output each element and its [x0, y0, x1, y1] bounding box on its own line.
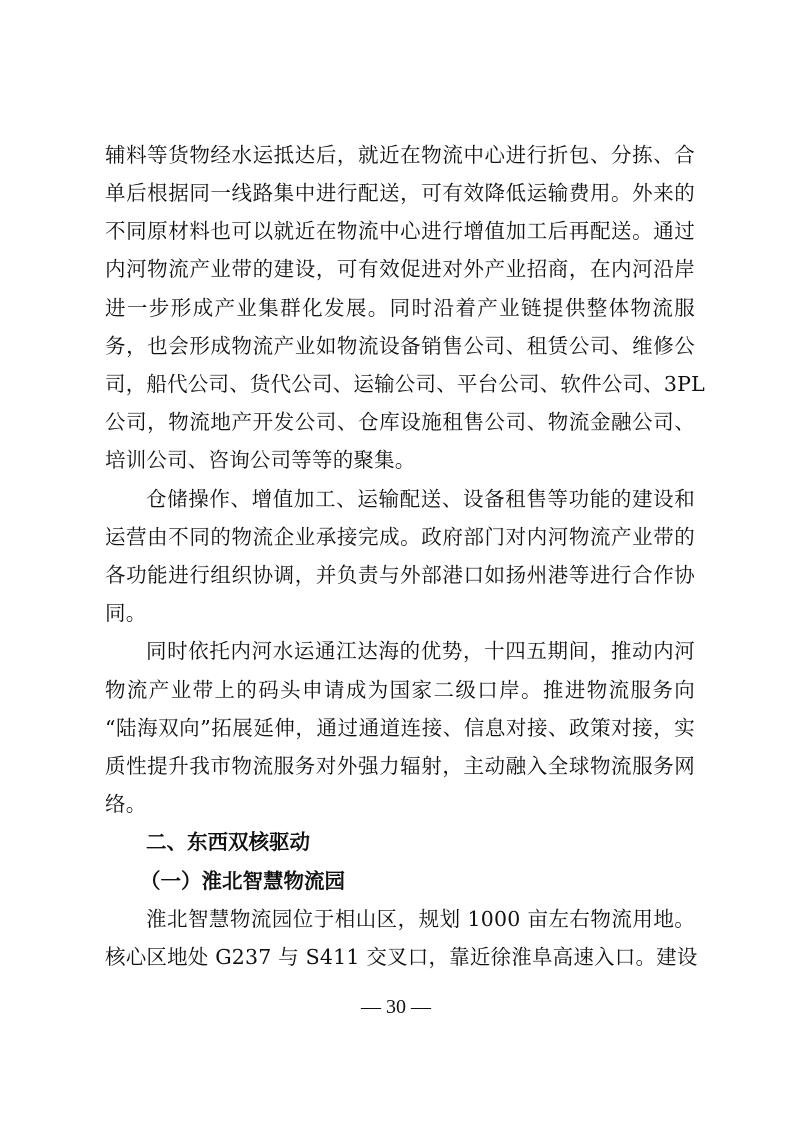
paragraph-line: 辅料等货物经水运抵达后，就近在物流中心进行折包、分拣、合 — [105, 143, 695, 167]
paragraph-line: 务，也会形成物流产业如物流设备销售公司、租赁公司、维修公 — [105, 334, 695, 358]
paragraph-line: 质性提升我市物流服务对外强力辐射，主动融入全球物流服务网 — [105, 754, 695, 778]
paragraph-line: 进一步形成产业集群化发展。同时沿着产业链提供整体物流服 — [105, 296, 695, 320]
paragraph-line: 公司，物流地产开发公司、仓库设施租售公司、物流金融公司、 — [105, 410, 695, 434]
paragraph-line: 培训公司、咨询公司等等的聚集。 — [105, 448, 416, 472]
paragraph-line: 络。 — [105, 792, 147, 816]
paragraph-line: 同时依托内河水运通江达海的优势，十四五期间，推动内河 — [146, 639, 695, 663]
paragraph-line: 内河物流产业带的建设，可有效促进对外产业招商，在内河沿岸 — [105, 257, 695, 281]
paragraph-line: 各功能进行组织协调，并负责与外部港口如扬州港等进行合作协 — [105, 563, 695, 587]
paragraph-line: 运营由不同的物流企业承接完成。政府部门对内河物流产业带的 — [105, 525, 695, 549]
paragraph-line: 淮北智慧物流园位于相山区，规划 1000 亩左右物流用地。 — [146, 907, 695, 931]
subsection-heading: （一）淮北智慧物流园 — [140, 869, 345, 893]
paragraph-line: 单后根据同一线路集中进行配送，可有效降低运输费用。外来的 — [105, 181, 695, 205]
paragraph-line: 核心区地处 G237 与 S411 交叉口，靠近徐淮阜高速入口。建设 — [105, 945, 698, 969]
paragraph-line: 同。 — [105, 601, 147, 625]
paragraph-line: 司，船代公司、货代公司、运输公司、平台公司、软件公司、3PL — [105, 372, 705, 396]
paragraph-line: 仓储操作、增值加工、运输配送、设备租售等功能的建设和 — [146, 487, 695, 511]
section-heading: 二、东西双核驱动 — [146, 830, 310, 854]
page-number: — 30 — — [361, 996, 431, 1018]
paragraph-line: 不同原材料也可以就近在物流中心进行增值加工后再配送。通过 — [105, 219, 695, 243]
paragraph-line: “陆海双向”拓展延伸，通过通道连接、信息对接、政策对接，实 — [105, 716, 695, 740]
paragraph-line: 物流产业带上的码头申请成为国家二级口岸。推进物流服务向 — [105, 678, 695, 702]
